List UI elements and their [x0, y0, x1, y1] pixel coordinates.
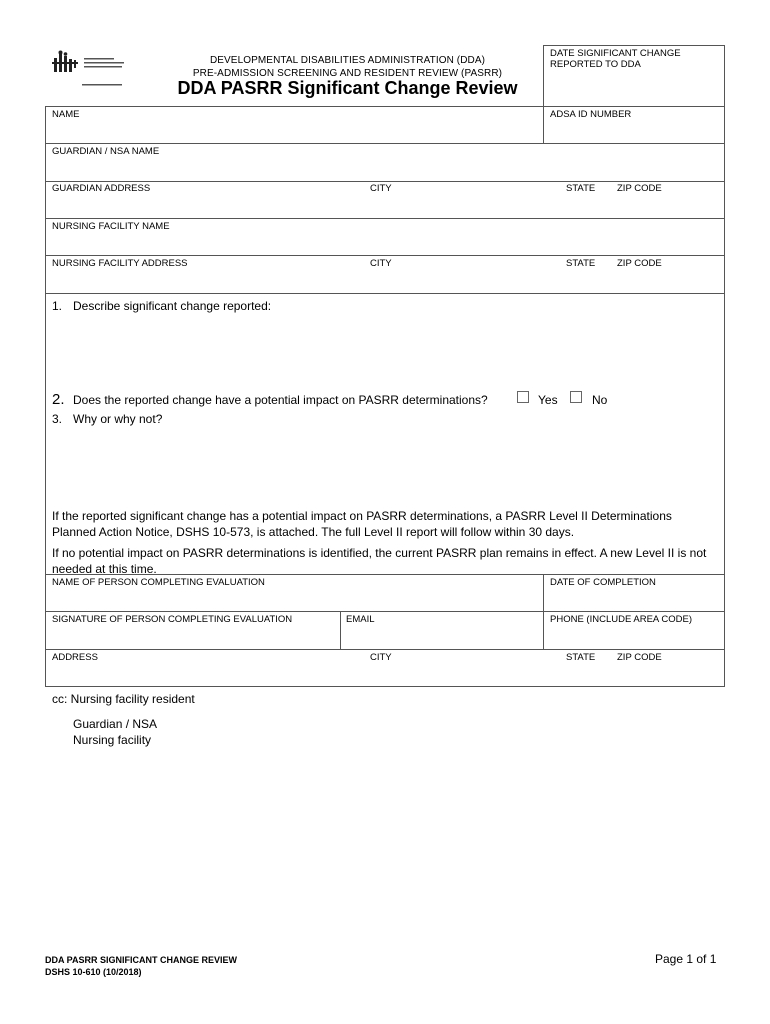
- form-title: DDA PASRR Significant Change Review: [177, 78, 518, 98]
- cc-nursing-facility: Nursing facility: [73, 733, 152, 747]
- email-field[interactable]: EMAIL: [346, 614, 375, 625]
- phone-field[interactable]: PHONE (INCLUDE AREA CODE): [550, 614, 692, 625]
- guardian-name-field[interactable]: GUARDIAN / NSA NAME: [52, 146, 160, 157]
- q2-number: 2.: [52, 391, 65, 408]
- row-divider: [45, 611, 725, 612]
- address-field[interactable]: ADDRESS: [52, 652, 98, 663]
- state-field[interactable]: STATE: [566, 652, 596, 663]
- row-divider: [45, 649, 725, 650]
- nursing-facility-state-field[interactable]: STATE: [566, 258, 596, 269]
- q3-number: 3.: [52, 412, 63, 426]
- page-number: Page 1 of 1: [655, 952, 717, 966]
- no-checkbox[interactable]: [570, 391, 582, 403]
- yes-checkbox[interactable]: [517, 391, 529, 403]
- footer-form-title: DDA PASRR SIGNIFICANT CHANGE REVIEW: [45, 955, 238, 965]
- date-significant-change-label: DATE SIGNIFICANT CHANGE REPORTED TO DDA: [550, 48, 681, 70]
- row-divider: [45, 143, 725, 144]
- nursing-facility-zip-field[interactable]: ZIP CODE: [617, 258, 662, 269]
- column-divider: [340, 611, 341, 650]
- row-divider: [45, 218, 725, 219]
- name-field[interactable]: NAME: [52, 109, 80, 120]
- guardian-address-field[interactable]: GUARDIAN ADDRESS: [52, 183, 151, 194]
- no-label: No: [592, 393, 608, 407]
- date-completion-field[interactable]: DATE OF COMPLETION: [550, 577, 656, 588]
- guardian-city-field[interactable]: CITY: [370, 183, 392, 194]
- city-field[interactable]: CITY: [370, 652, 392, 663]
- q3-text: Why or why not?: [73, 412, 163, 426]
- cc-line: cc: Nursing facility resident: [52, 692, 195, 706]
- column-divider: [543, 574, 544, 650]
- q1-text: Describe significant change reported:: [73, 299, 272, 313]
- agency-line: DEVELOPMENTAL DISABILITIES ADMINISTRATION (DDA): [209, 55, 486, 66]
- impact-paragraph: If the reported significant change has a potential impact on PASRR determinations, a PASRR Level II Determinations Planned Action Notice, DSHS 10-573, is attached. The full Level II report will follow within 30 days.: [52, 509, 672, 539]
- column-divider: [543, 106, 544, 144]
- zip-field[interactable]: ZIP CODE: [617, 652, 662, 663]
- q1-answer-area[interactable]: [52, 316, 717, 386]
- adsa-id-field[interactable]: ADSA ID NUMBER: [550, 109, 632, 120]
- q2-text: Does the reported change have a potential impact on PASRR determinations?: [73, 393, 488, 407]
- row-divider: [45, 255, 725, 256]
- footer-form-number: DSHS 10-610 (10/2018): [45, 967, 142, 977]
- guardian-state-field[interactable]: STATE: [566, 183, 596, 194]
- no-impact-paragraph: If no potential impact on PASRR determinations is identified, the current PASRR plan remains in effect. A new Level II is not needed at this time.: [52, 546, 707, 576]
- dshs-logo-icon: [52, 50, 134, 90]
- cc-guardian: Guardian / NSA: [73, 717, 158, 731]
- signature-field[interactable]: SIGNATURE OF PERSON COMPLETING EVALUATION: [52, 614, 293, 625]
- row-divider: [45, 181, 725, 182]
- nursing-facility-address-field[interactable]: NURSING FACILITY ADDRESS: [52, 258, 188, 269]
- completion-section: [45, 574, 725, 687]
- q1-number: 1.: [52, 299, 63, 313]
- nursing-facility-name-field[interactable]: NURSING FACILITY NAME: [52, 221, 170, 232]
- guardian-zip-field[interactable]: ZIP CODE: [617, 183, 662, 194]
- program-line: PRE-ADMISSION SCREENING AND RESIDENT REVIEW (PASRR): [192, 68, 503, 79]
- nursing-facility-city-field[interactable]: CITY: [370, 258, 392, 269]
- q3-answer-area[interactable]: [52, 430, 717, 502]
- person-name-field[interactable]: NAME OF PERSON COMPLETING EVALUATION: [52, 577, 265, 588]
- yes-label: Yes: [538, 393, 558, 407]
